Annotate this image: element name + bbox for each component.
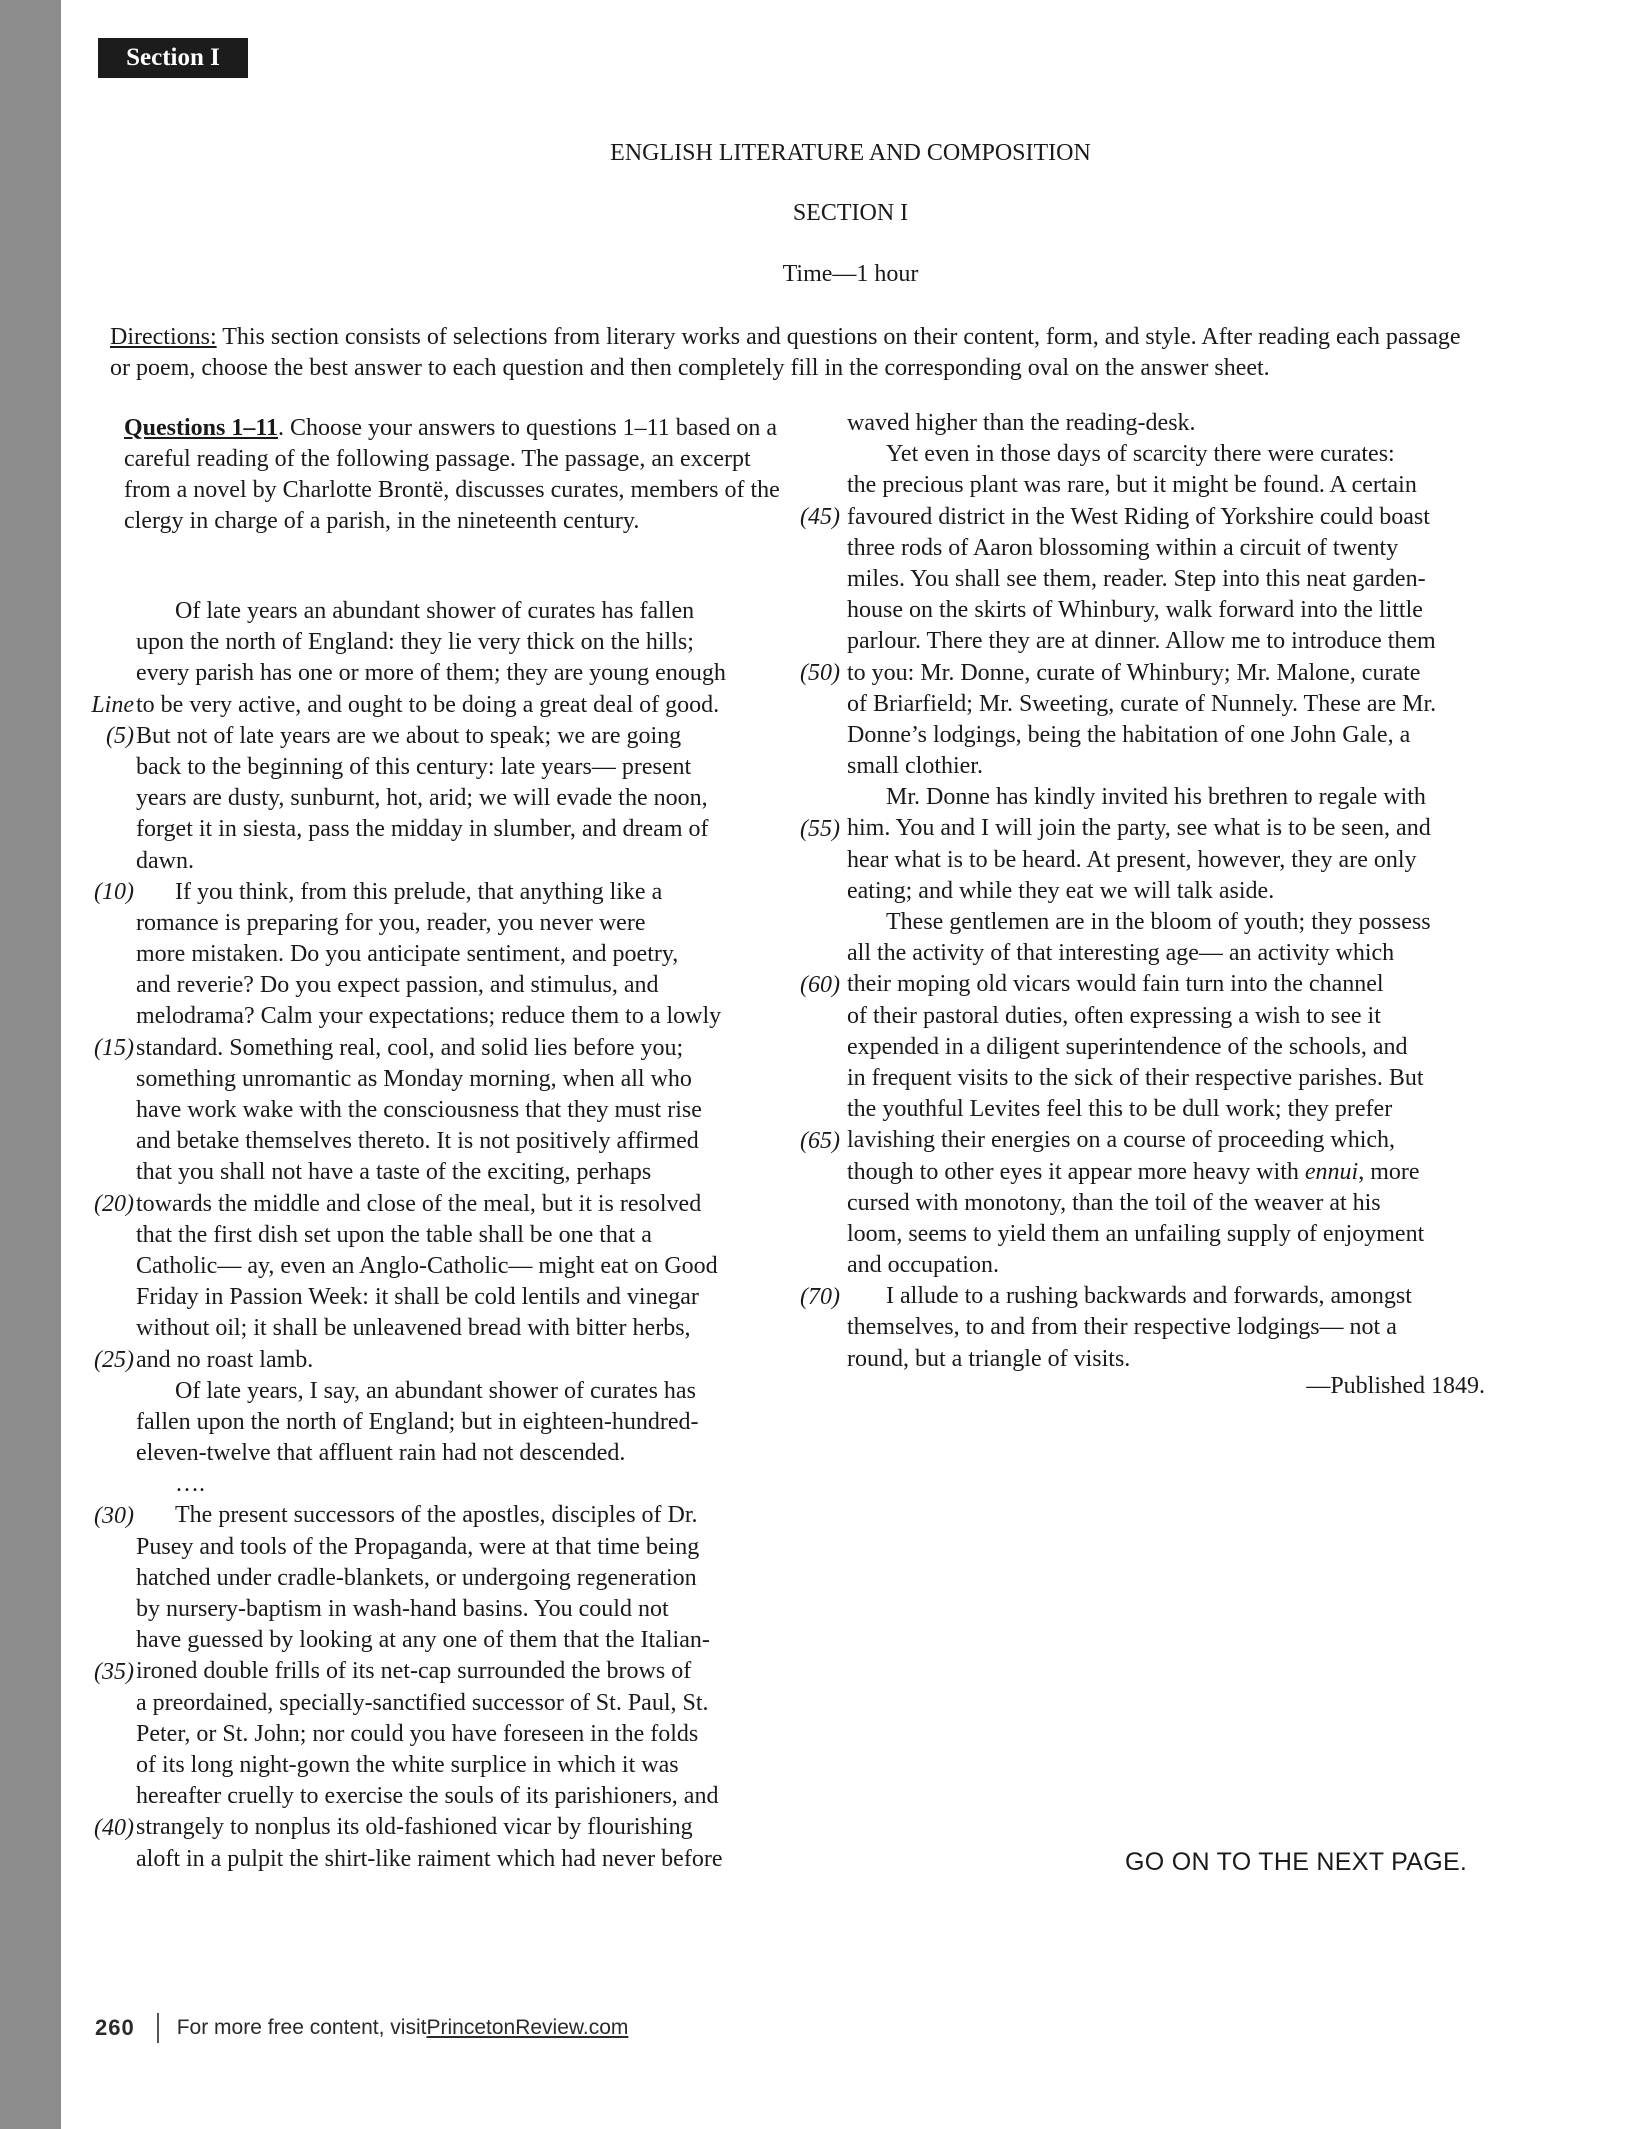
- passage-line: of their pastoral duties, often expressing a wish to see it: [847, 1002, 1381, 1029]
- passage-left-column: [136, 596, 726, 1875]
- line-number-50: (50): [800, 659, 840, 686]
- line-number-65: (65): [800, 1127, 840, 1154]
- passage-line: Donne’s lodgings, being the habitation of one John Gale, a: [847, 721, 1411, 748]
- passage-line: and occupation.: [847, 1252, 999, 1279]
- passage-line: These gentlemen are in the bloom of youth; they possess: [886, 909, 1431, 935]
- passage-line: that you shall not have a taste of the exciting, perhaps: [136, 1159, 652, 1186]
- princeton-review-link[interactable]: PrincetonReview.com: [426, 2016, 629, 2039]
- page-footer: [95, 2011, 628, 2045]
- passage-line: hear what is to be heard. At present, however, they are only: [847, 846, 1417, 873]
- passage-line: Of late years an abundant shower of curates has fallen: [175, 598, 695, 624]
- passage-line: strangely to nonplus its old-fashioned vicar by flourishing: [136, 1814, 693, 1841]
- passage-line: upon the north of England: they lie very thick on the hills;: [136, 629, 694, 656]
- questions-range: Questions 1–11: [124, 415, 279, 441]
- passage-line: If you think, from this prelude, that anything like a: [175, 878, 663, 905]
- passage-line: Of late years, I say, an abundant shower of curates has: [175, 1377, 696, 1404]
- publication-note: —Published 1849.: [1306, 1373, 1485, 1399]
- passage-line: Friday in Passion Week: it shall be cold lentils and vinegar: [136, 1284, 699, 1311]
- passage-line: have guessed by looking at any one of them that the Italian-: [136, 1627, 710, 1654]
- passage-line: expended in a diligent superintendence of the schools, and: [847, 1033, 1408, 1060]
- passage-line: melodrama? Calm your expectations; reduce them to a lowly: [136, 1003, 722, 1030]
- passage-line: miles. You shall see them, reader. Step into this neat garden-: [847, 565, 1426, 592]
- passage-line: But not of late years are we about to speak; we are going: [136, 722, 682, 749]
- passage-line: without oil; it shall be unleavened bread with bitter herbs,: [136, 1315, 691, 1342]
- passage-line: and betake themselves thereto. It is not positively affirmed: [136, 1128, 699, 1155]
- passage-line: aloft in a pulpit the shirt-like raiment which had never before: [136, 1845, 723, 1872]
- passage-line: themselves, to and from their respective lodgings— not a: [847, 1314, 1397, 1341]
- passage-line: every parish has one or more of them; they are young enough: [136, 660, 726, 687]
- passage-line: to you: Mr. Donne, curate of Whinbury; Mr. Malone, curate: [847, 659, 1421, 686]
- passage-line: of its long night-gown the white surplice in which it was: [136, 1751, 679, 1778]
- line-number-25: (25): [94, 1346, 134, 1373]
- footer-divider: [157, 2013, 159, 2043]
- passage-line: standard. Something real, cool, and solid lies before you;: [136, 1034, 684, 1061]
- passage-line: I allude to a rushing backwards and forwards, amongst: [886, 1283, 1412, 1310]
- passage-line: loom, seems to yield them an unfailing supply of enjoyment: [847, 1220, 1425, 1247]
- passage-line: towards the middle and close of the meal, but it is resolved: [136, 1190, 702, 1217]
- passage-line: round, but a triangle of visits.: [847, 1345, 1131, 1372]
- passage-line: favoured district in the West Riding of Yorkshire could boast: [847, 503, 1430, 530]
- line-number-10: (10): [94, 878, 134, 905]
- line-number-15: (15): [94, 1034, 134, 1061]
- line-number-70: (70): [800, 1283, 840, 1310]
- passage-line: in frequent visits to the sick of their respective parishes. But: [847, 1064, 1424, 1091]
- passage-line: lavishing their energies on a course of proceeding which,: [847, 1127, 1396, 1154]
- passage-line: and reverie? Do you expect passion, and stimulus, and: [136, 972, 659, 999]
- line-number-30: (30): [94, 1502, 134, 1529]
- line-number-45: (45): [800, 503, 840, 530]
- questions-intro: [124, 413, 784, 537]
- page-side-bar: [0, 0, 61, 2129]
- line-number-60: (60): [800, 971, 840, 998]
- section-heading: SECTION I: [792, 200, 909, 226]
- passage-line: three rods of Aaron blossoming within a circuit of twenty: [847, 534, 1399, 561]
- passage-line: and no roast lamb.: [136, 1346, 314, 1373]
- passage-line: of Briarfield; Mr. Sweeting, curate of Nunnely. These are Mr.: [847, 690, 1437, 717]
- passage-line: eleven-twelve that affluent rain had not descended.: [136, 1440, 626, 1467]
- passage-line: have work wake with the consciousness that they must rise: [136, 1097, 702, 1123]
- line-label: Line: [91, 691, 134, 718]
- passage-line: [847, 1157, 1436, 1188]
- passage-line: house on the skirts of Whinbury, walk forward into the little: [847, 597, 1423, 624]
- passage-line: to be very active, and ought to be doing a great deal of good.: [136, 691, 720, 718]
- line-number-40: (40): [94, 1814, 134, 1841]
- passage-line: a preordained, specially-sanctified successor of St. Paul, St.: [136, 1689, 709, 1716]
- directions-label: Directions:: [110, 324, 217, 350]
- passage-line: hereafter cruelly to exercise the souls of its parishioners, and: [136, 1783, 719, 1810]
- time-limit: Time—1 hour: [782, 261, 919, 287]
- passage-line: the youthful Levites feel this to be dull work; they prefer: [847, 1096, 1393, 1123]
- directions: [110, 322, 1485, 384]
- passage-line: parlour. There they are at dinner. Allow me to introduce them: [847, 628, 1436, 655]
- passage-line: romance is preparing for you, reader, you never were: [136, 909, 646, 936]
- passage-line: waved higher than the reading-desk.: [847, 410, 1196, 436]
- passage-line: Pusey and tools of the Propaganda, were at that time being: [136, 1533, 700, 1560]
- ennui-word: ennui: [1304, 1158, 1359, 1185]
- passage-line: hatched under cradle-blankets, or undergoing regeneration: [136, 1564, 697, 1591]
- passage-line: him. You and I will join the party, see what is to be seen, and: [847, 815, 1431, 842]
- footer-text: For more free content, visit: [176, 2016, 427, 2039]
- exam-title: ENGLISH LITERATURE AND COMPOSITION: [610, 140, 1091, 166]
- passage-line: eating; and while they eat we will talk aside.: [847, 877, 1275, 904]
- section-tab: Section I: [98, 38, 248, 78]
- passage-line: back to the beginning of this century: late years— present: [136, 753, 692, 780]
- passage-line: that the first dish set upon the table shall be one that a: [136, 1221, 652, 1248]
- line-number-55: (55): [800, 815, 840, 842]
- passage-line: years are dusty, sunburnt, hot, arid; we will evade the noon,: [136, 785, 708, 812]
- ellipsis-line: ….: [175, 1471, 205, 1498]
- passage-line: forget it in siesta, pass the midday in slumber, and dream of: [136, 816, 709, 843]
- line-number-35: (35): [94, 1658, 134, 1685]
- passage-line: the precious plant was rare, but it might be found. A certain: [847, 472, 1417, 499]
- passage-line: cursed with monotony, than the toil of the weaver at his: [847, 1189, 1381, 1216]
- line-number-5: (5): [106, 722, 134, 749]
- passage-right-column: [847, 408, 1436, 1375]
- passage-line: Mr. Donne has kindly invited his brethren to regale with: [886, 784, 1426, 811]
- passage-line: Yet even in those days of scarcity there were curates:: [886, 441, 1395, 468]
- passage-line: more mistaken. Do you anticipate sentiment, and poetry,: [136, 941, 679, 968]
- intro-text: . Choose your answers to questions 1–11 based on a careful reading of the following passage. The passage, an excerpt from a novel by Charlotte Brontë, discusses curates, members of the clergy in charge of a parish, in the nineteenth century.: [124, 415, 780, 534]
- page-number: 260: [95, 2015, 135, 2040]
- passage-line: small clothier.: [847, 753, 983, 780]
- passage-line: all the activity of that interesting age— an activity which: [847, 940, 1395, 967]
- passage-line: something unromantic as Monday morning, when all who: [136, 1065, 692, 1092]
- passage-line: by nursery-baptism in wash-hand basins. You could not: [136, 1596, 669, 1622]
- passage-line: Catholic— ay, even an Anglo-Catholic— might eat on Good: [136, 1252, 718, 1279]
- passage-line: their moping old vicars would fain turn into the channel: [847, 971, 1384, 998]
- passage-line: dawn.: [136, 847, 194, 874]
- directions-text: This section consists of selections from literary works and questions on their content, form, and style. After reading each passage or poem, choose the best answer to each question and then completely fill in the corresponding oval on the answer sheet.: [110, 324, 1461, 381]
- passage-line: fallen upon the north of England; but in eighteen-hundred-: [136, 1408, 699, 1435]
- line-number-20: (20): [94, 1190, 134, 1217]
- passage-line: The present successors of the apostles, disciples of Dr.: [175, 1502, 698, 1529]
- passage-line-text: though to other eyes it appear more heavy with: [847, 1158, 1305, 1185]
- passage-line: Peter, or St. John; nor could you have foreseen in the folds: [136, 1720, 699, 1747]
- passage-line: ironed double frills of its net-cap surrounded the brows of: [136, 1658, 692, 1685]
- passage-line-tail: , more: [1358, 1158, 1420, 1185]
- go-on-notice: GO ON TO THE NEXT PAGE.: [1125, 1848, 1468, 1876]
